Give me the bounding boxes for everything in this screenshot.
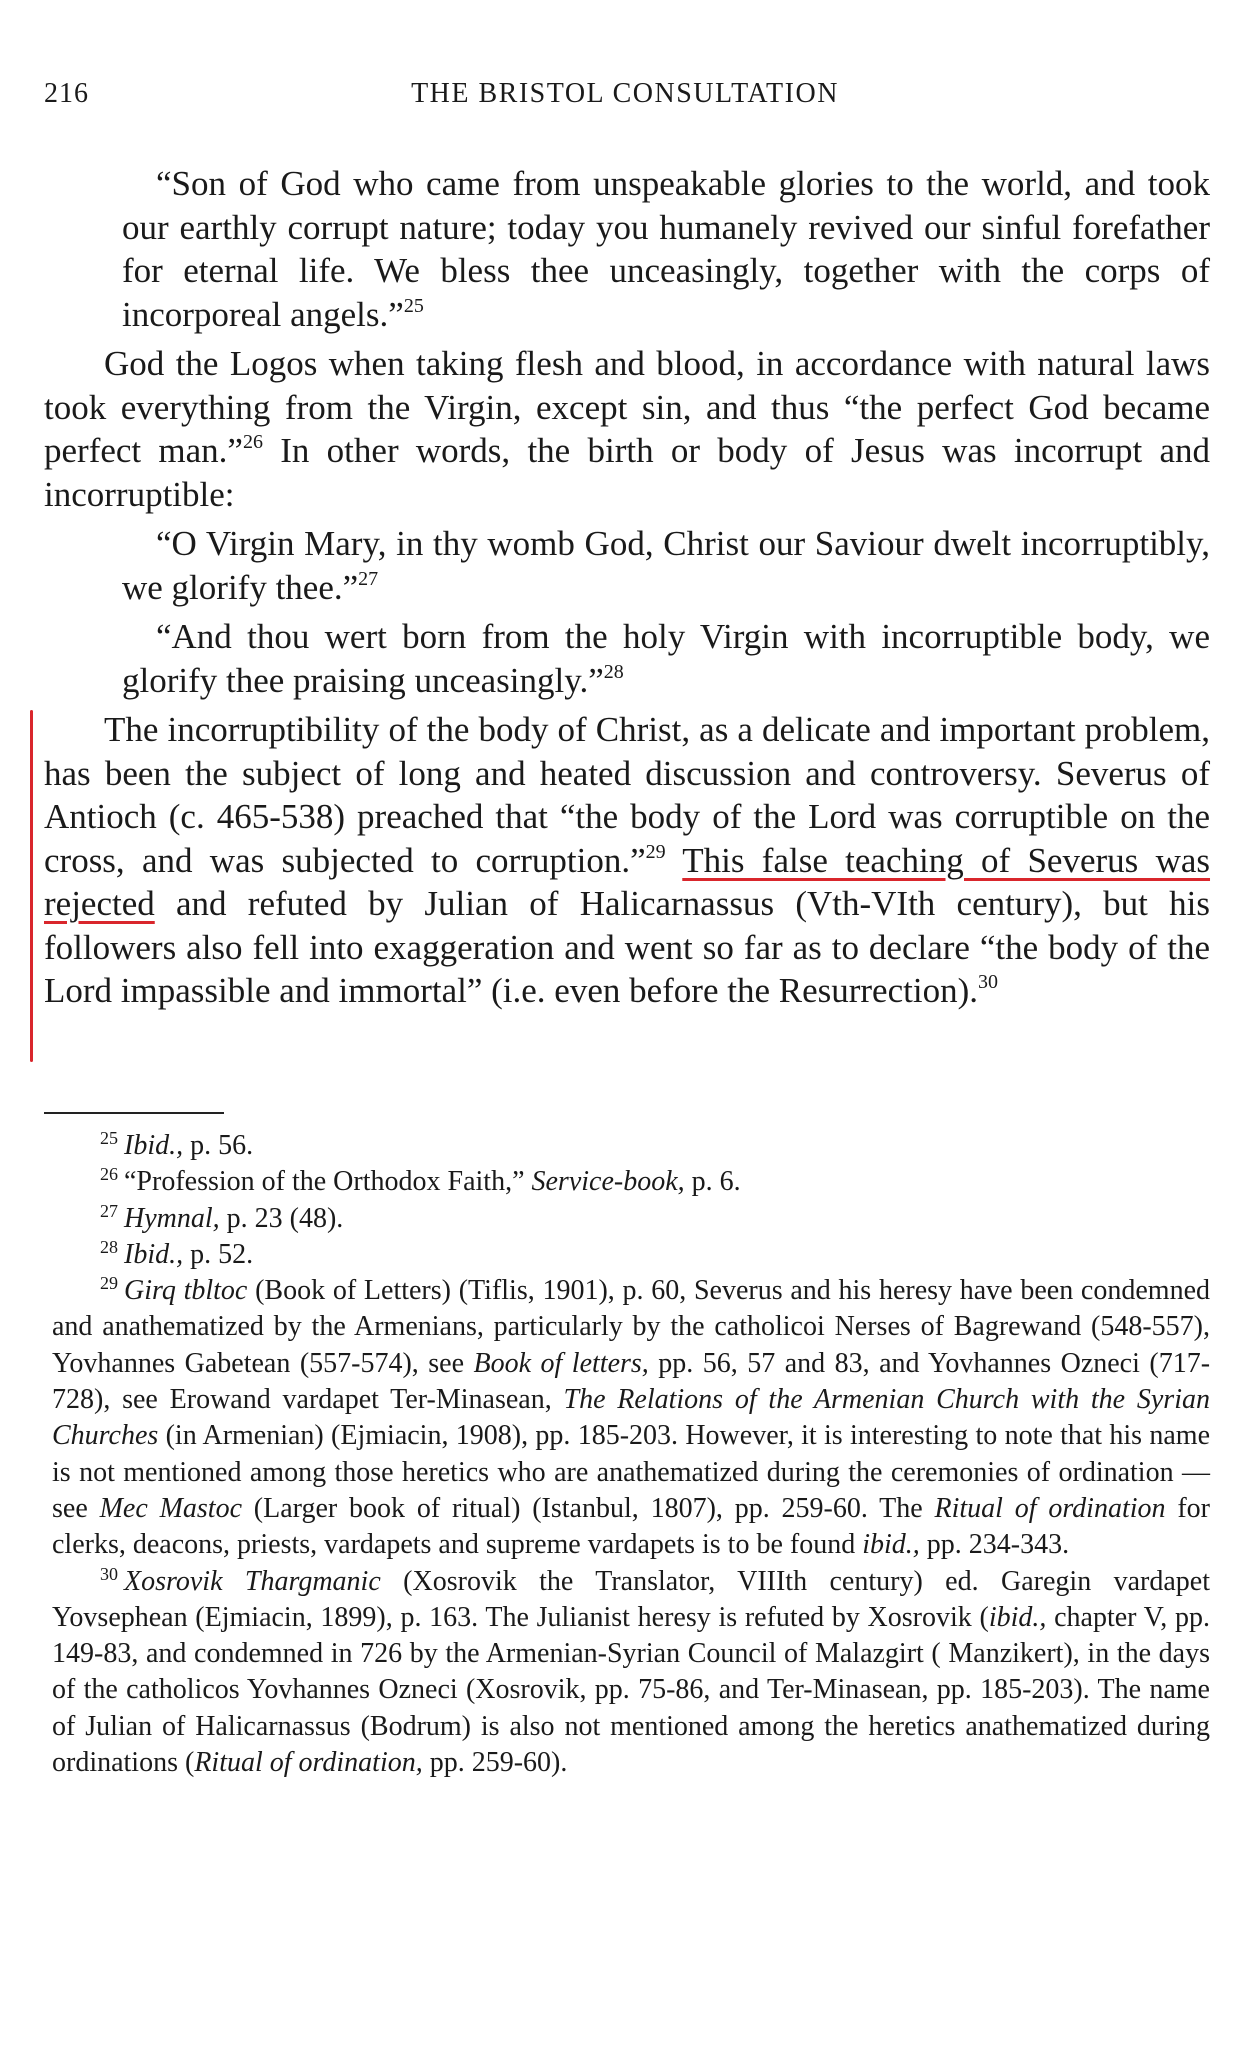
red-underline-highlight: This false teaching of Severus was rejected	[44, 840, 1211, 923]
footnote-29: $^{29}$ Girq tbltoc (Book of Letters) (Tiflis, 1901), p. 60, Severus and his heresy have been condemned and anathematized by the Armenians, particularly by the catholicoi Nerses of Bagrewand (548-557), Yovhannes Gabetean (557-574), see Book of letters, pp. 56, 57 and 83, and Yovhannes Ozneci (717-728), see Erowand vardapet Ter-Minasean, The Relations of the Armenian Church with the Syrian Churches (in Armenian) (Ejmiacin, 1908), pp. 185-203. However, it is interesting to note that his name is not mentioned among those heretics who are anathematized during the ceremonies of ordination — see Mec Mastoc (Larger book of ritual) (Istanbul, 1807), pp. 259-60. The Ritual of ordination for clerks, deacons, priests, vardapets and supreme vardapets is to be found ibid., pp. 234-343.	[52, 1273, 1211, 1561]
hymn-quote-3: “And thou wert born from the holy Virgin with incorruptible body, we glorify thee praising unceasingly.”$^{28}$	[122, 617, 1210, 700]
main-text	[44, 162, 1210, 1013]
footnote-30: $^{30}$ Xosrovik Thargmanic (Xosrovik the Translator, VIIIth century) ed. Garegin vardapet Yovsephean (Ejmiacin, 1899), p. 163. The Julianist heresy is refuted by Xosrovik (ibid., chapter V, pp. 149-83, and condemned in 726 by the Armenian-Syrian Council of Malazgirt ( Manzikert), in the days of the catholicos Yovhannes Ozneci (Xosrovik, pp. 75-86, and Ter-Minasean, pp. 185-203). The name of Julian of Halicarnassus (Bodrum) is also not mentioned among the heretics anathematized during ordinations (Ritual of ordination, pp. 259-60).	[52, 1563, 1211, 1779]
footnote-rule	[44, 1112, 224, 1114]
footnote-27: $^{27}$ Hymnal, p. 23 (48).	[100, 1200, 344, 1234]
footnote-28: $^{28}$ Ibid., p. 52.	[100, 1236, 254, 1270]
hymn-quote-2: “O Virgin Mary, in thy womb God, Christ our Saviour dwelt incorruptibly, we glorify thee.”$^{27}$	[122, 524, 1210, 607]
footnote-ref-27: 27	[358, 567, 379, 590]
footnote-25: $^{25}$ Ibid., p. 56.	[100, 1128, 254, 1161]
footnote-26: $^{26}$ “Profession of the Orthodox Faith,” Service-book, p. 6.	[100, 1164, 741, 1198]
footnote-ref-30: 30	[977, 971, 998, 993]
footnote-ref-28: 28	[603, 660, 624, 683]
running-head: THE BRISTOL CONSULTATION	[411, 78, 839, 109]
page-header	[44, 78, 1206, 118]
footnote-ref-29: 29	[645, 840, 666, 863]
hymn-quote-1: “Son of God who came from unspeakable glories to the world, and took our earthly corrupt nature; today you humanely revived our sinful forefather for eternal life. We bless thee unceasingly, together with the corps of incorporeal angels.”$^{25}$	[122, 164, 1210, 334]
red-margin-mark	[30, 710, 33, 1062]
paragraph-logos: God the Logos when taking flesh and blood, in accordance with natural laws took everything from the Virgin, except sin, and thus “the perfect God became perfect man.”$^{26}$ In other words, the birth or body of Jesus was incorrupt and incorruptible:	[44, 344, 1211, 514]
footnote-ref-25: 25	[403, 294, 424, 317]
footnote-ref-26: 26	[242, 431, 263, 453]
footnotes	[52, 1128, 1210, 1781]
paragraph-incorruptibility: The incorruptibility of the body of Christ, as a delicate and important problem, has been the subject of long and heated discussion and controversy. Severus of Antioch (c. 465-538) preached that “the body of the Lord was corruptible on the cross, and was subjected to corruption.”$^{29}$ This false teaching of Severus was rejected and refuted by Julian of Halicarnassus (Vth-VIth century), but his followers also fell into exaggeration and went so far as to declare “the body of the Lord impassible and immortal” (i.e. even before the Resurrection).$^{30}$	[44, 710, 1211, 1010]
page-number: 216	[44, 78, 89, 109]
